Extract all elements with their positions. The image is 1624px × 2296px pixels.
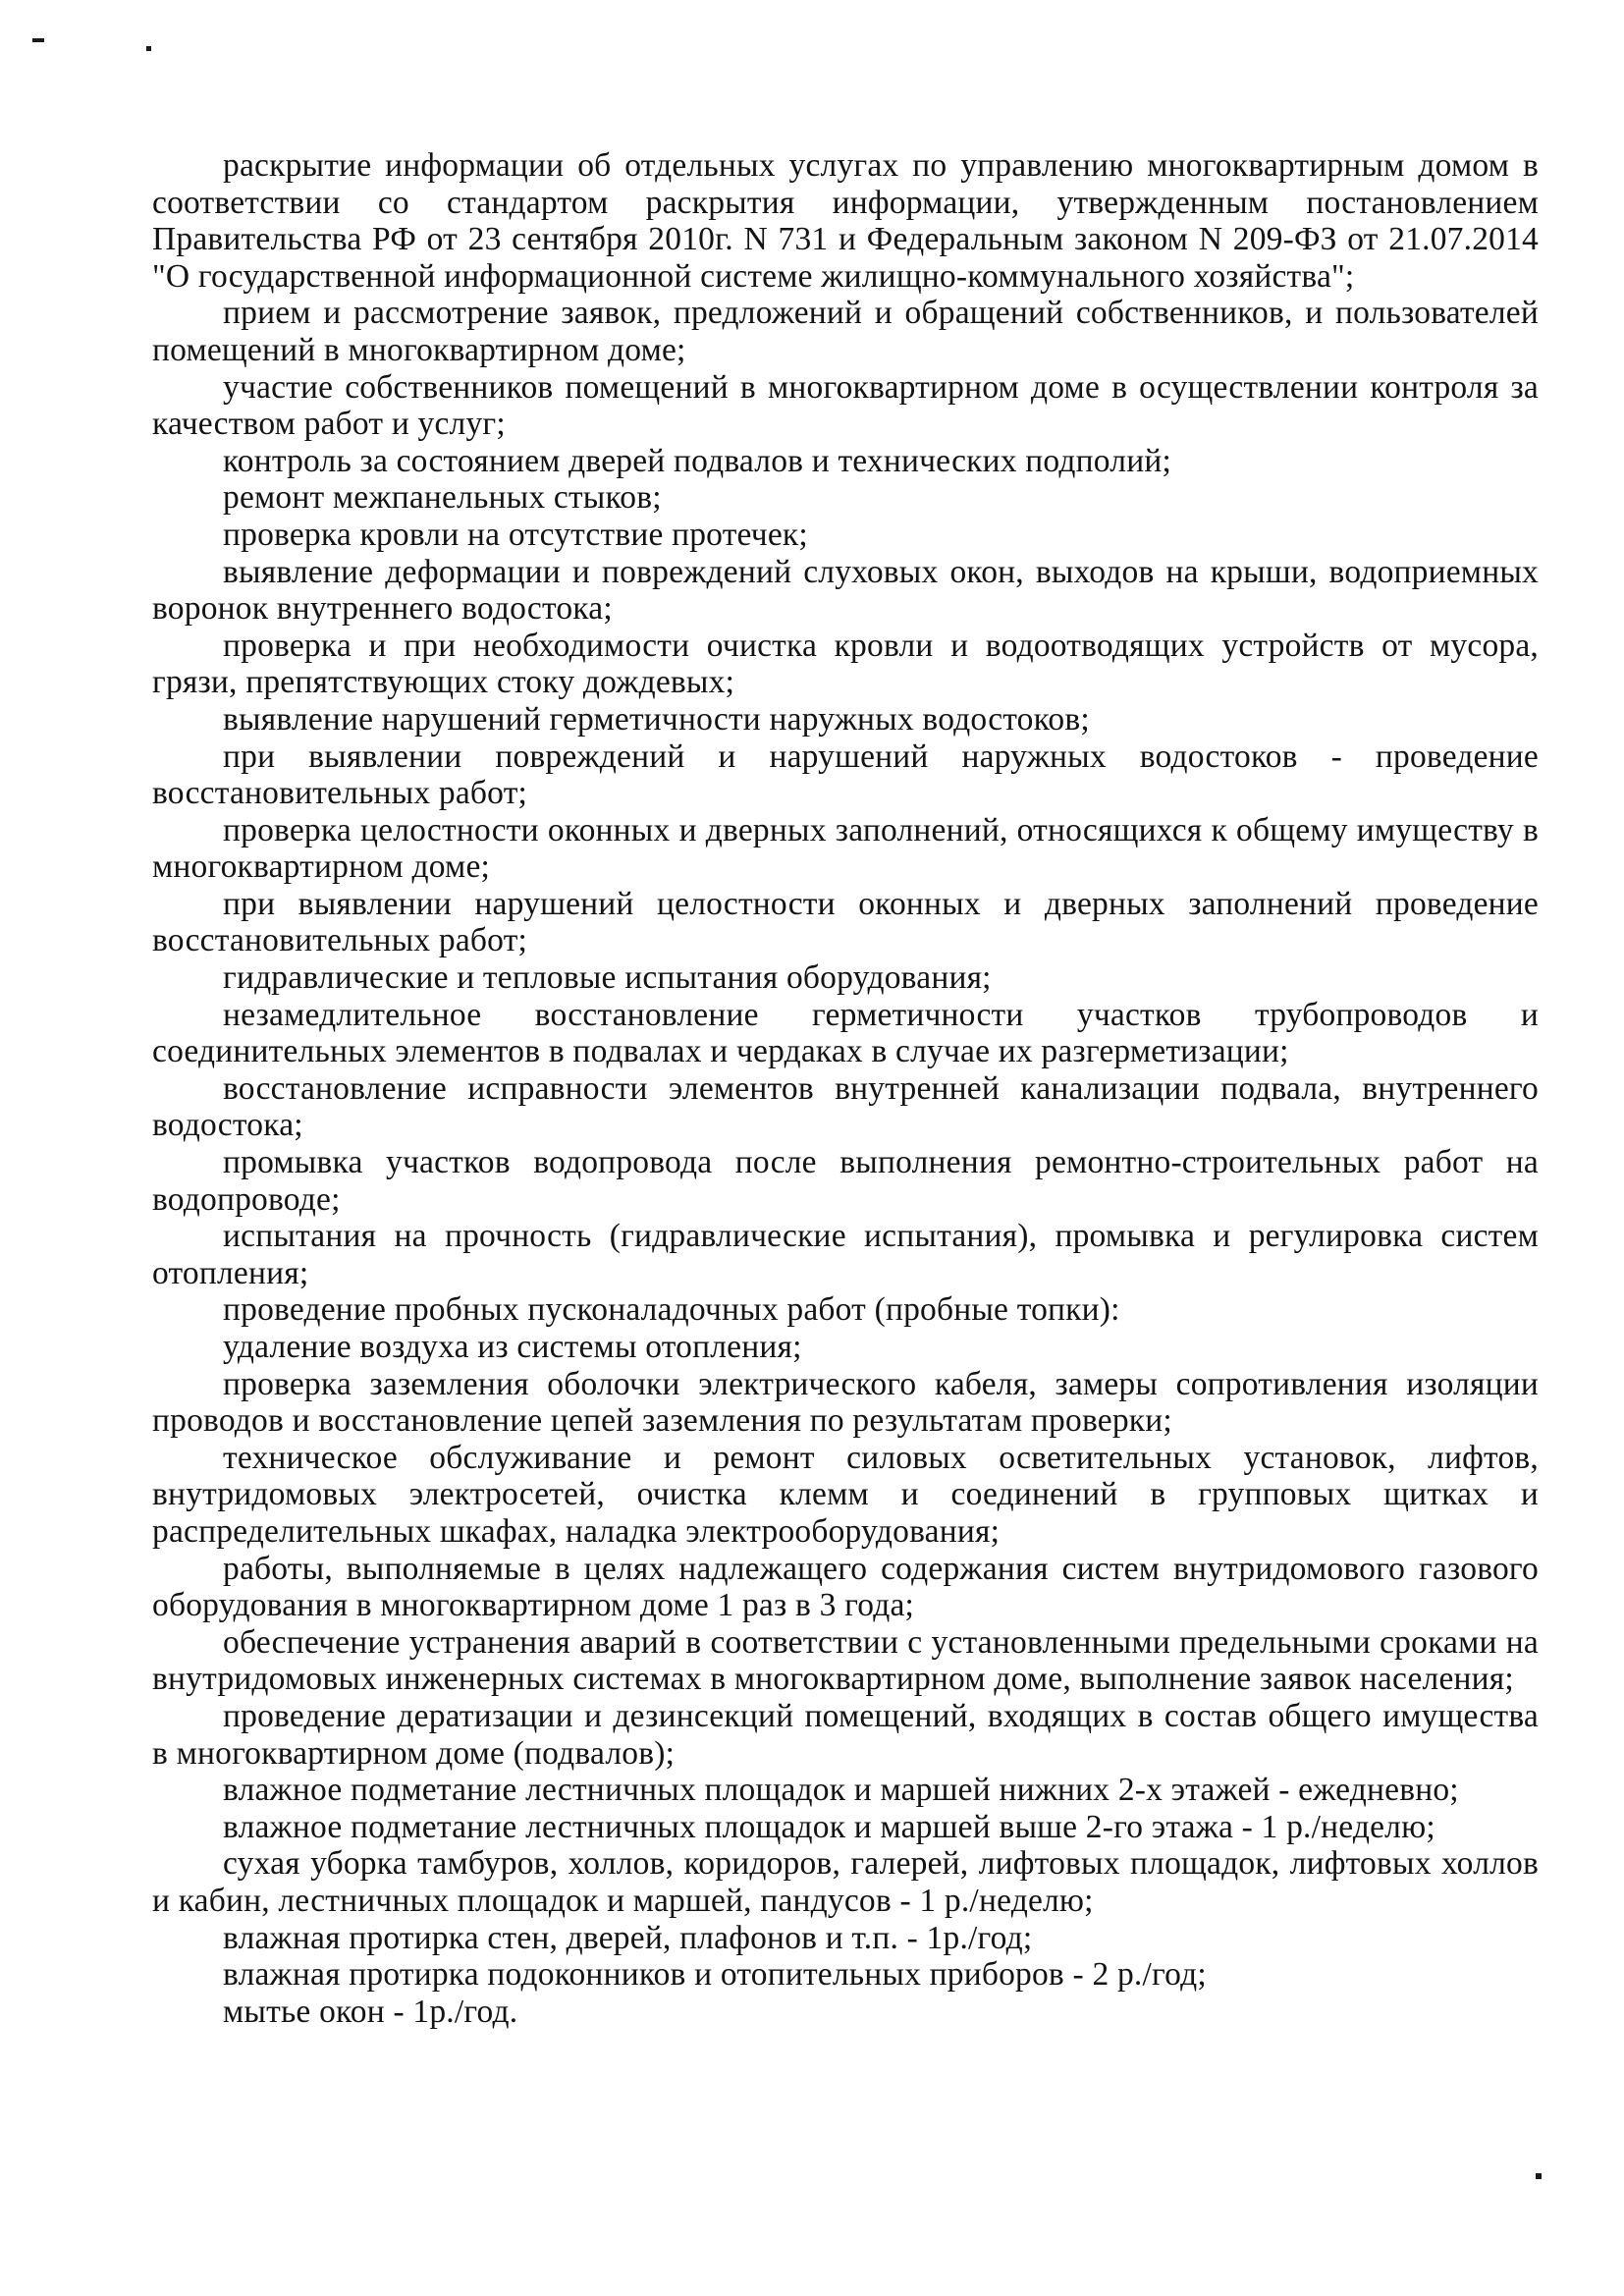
document-text-block <box>152 147 1539 2030</box>
paragraph: мытье окон - 1р./год. <box>223 1993 518 2030</box>
scan-speck-artifact <box>1536 2173 1542 2179</box>
paragraph: восстановление исправности элементов внутренней канализации подвала, внутреннего водостока; <box>152 1069 1539 1144</box>
scan-speck-artifact <box>146 46 151 51</box>
paragraph: удаление воздуха из системы отопления; <box>223 1329 802 1365</box>
paragraph: проверка заземления оболочки электрического кабеля, замеры сопротивления изоляции проводов и восстановление цепей заземления по результатам проверки; <box>152 1365 1539 1440</box>
paragraph: влажное подметание лестничных площадок и маршей нижних 2-х этажей - ежедневно; <box>223 1772 1459 1809</box>
paragraph: участие собственников помещений в многоквартирном доме в осуществлении контроля за качеством работ и услуг; <box>152 368 1539 443</box>
paragraph: испытания на прочность (гидравлические испытания), промывка и регулировка систем отопления; <box>152 1218 1539 1291</box>
paragraph: при выявлении нарушений целостности оконных и дверных заполнений проведение восстановительных работ; <box>152 885 1539 959</box>
scan-speck-artifact <box>32 38 44 42</box>
paragraph: влажная протирка подоконников и отопительных приборов - 2 р./год; <box>223 1956 1207 1994</box>
paragraph: влажное подметание лестничных площадок и маршей выше 2-го этажа - 1 р./неделю; <box>223 1808 1435 1845</box>
paragraph: раскрытие информации об отдельных услугах по управлению многоквартирным домом в соответствии со стандартом раскрытия информации, утвержденным постановлением Правительства РФ от 23 сентября 2010г. N 731 и Федеральным законом N 209-ФЗ от 21.07.2014 "О государственной информационной системе жилищно-коммунального хозяйства"; <box>152 147 1539 295</box>
paragraph: выявление деформации и повреждений слуховых окон, выходов на крыши, водоприемных воронок внутреннего водостока; <box>152 553 1539 628</box>
paragraph: прием и рассмотрение заявок, предложений и обращений собственников, и пользователей помещений в многоквартирном доме; <box>152 295 1539 368</box>
paragraph: проведение пробных пусконаладочных работ (пробные топки): <box>223 1291 1120 1329</box>
paragraph: сухая уборка тамбуров, холлов, коридоров, галерей, лифтовых площадок, лифтовых холлов и кабин, лестничных площадок и маршей, пандусов - 1 р./неделю; <box>152 1845 1539 1919</box>
paragraph: гидравлические и тепловые испытания оборудования; <box>223 959 992 997</box>
paragraph: проверка кровли на отсутствие протечек; <box>223 516 808 553</box>
paragraph: промывка участков водопровода после выполнения ремонтно-строительных работ на водопроводе; <box>152 1144 1539 1218</box>
paragraph: выявление нарушений герметичности наружных водостоков; <box>223 700 1090 738</box>
paragraph: контроль за состоянием дверей подвалов и технических подполий; <box>223 442 1171 479</box>
paragraph: проведение дератизации и дезинсекций помещений, входящих в состав общего имущества в многоквартирном доме (подвалов); <box>152 1697 1539 1772</box>
paragraph: техническое обслуживание и ремонт силовых осветительных установок, лифтов, внутридомовых электросетей, очистка клемм и соединений в групповых щитках и распределительных шкафах, наладка электрооборудования; <box>152 1439 1539 1550</box>
paragraph: обеспечение устранения аварий в соответствии с установленными предельными сроками на внутридомовых инженерных системах в многоквартирном доме, выполнение заявок населения; <box>152 1623 1539 1698</box>
paragraph: незамедлительное восстановление герметичности участков трубопроводов и соединительных элементов в подвалах и чердаках в случае их разгерметизации; <box>152 996 1539 1070</box>
paragraph: проверка и при необходимости очистка кровли и водоотводящих устройств от мусора, грязи, препятствующих стоку дождевых; <box>152 627 1539 701</box>
paragraph: проверка целостности оконных и дверных заполнений, относящихся к общему имуществу в многоквартирном доме; <box>152 811 1539 886</box>
paragraph: работы, выполняемые в целях надлежащего содержания систем внутридомового газового оборудования в многоквартирном доме 1 раз в 3 года; <box>152 1550 1539 1624</box>
paragraph: влажная протирка стен, дверей, плафонов и т.п. - 1р./год; <box>223 1919 1033 1956</box>
paragraph: при выявлении повреждений и нарушений наружных водостоков - проведение восстановительных работ; <box>152 738 1539 812</box>
paragraph: ремонт межпанельных стыков; <box>223 479 662 517</box>
